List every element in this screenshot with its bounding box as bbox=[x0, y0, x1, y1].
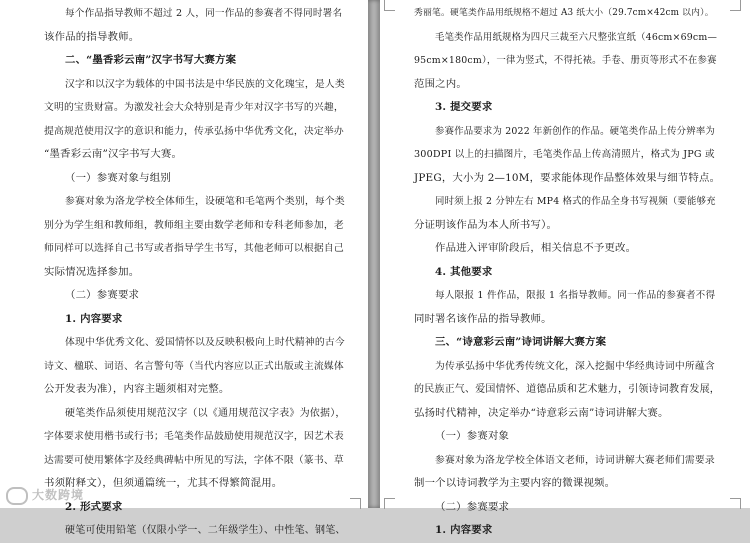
text-line: 分证明该作品为本人所书写）。 bbox=[414, 218, 558, 231]
watermark-logo-icon bbox=[6, 487, 28, 505]
corner-mark bbox=[350, 498, 361, 509]
corner-mark bbox=[730, 498, 741, 509]
text-line: 参赛对象为洛龙学校全体师生，设硬笔和毛笔两个类别，每个类 bbox=[65, 196, 345, 207]
text-line: 秀丽笔。硬笔类作品用纸规格不超过 A3 纸大小（29.7cm×42cm 以内）。 bbox=[414, 8, 714, 18]
corner-mark bbox=[384, 0, 395, 11]
text-line: （二）参赛要求 bbox=[435, 500, 510, 513]
text-line: 别分为学生组和教师组，教师组主要由数学老师和专科老师参加，老 bbox=[44, 219, 344, 231]
text-line: 范围之内。 bbox=[414, 77, 467, 90]
section-subheading: 1. 内容要求 bbox=[435, 524, 493, 536]
section-heading: 三、“诗意彩云南”诗词讲解大赛方案 bbox=[435, 336, 607, 348]
text-line: 书须附释文），但须通篇统一，尤其不得繁简混用。 bbox=[44, 477, 283, 489]
text-line: 该作品的指导教师。 bbox=[44, 30, 140, 43]
text-line: 参赛对象为洛龙学校全体语文老师，诗词讲解大赛老师们需要录 bbox=[435, 454, 715, 466]
text-line: 毛笔类作品用纸规格为四尺三裁至六尺整张宣纸（46cm×69cm— bbox=[435, 31, 718, 43]
text-line: 制一个以诗词教学为主要内容的微课视频。 bbox=[414, 477, 616, 489]
text-line: 95cm×180cm），一律为竖式，不得托裱。手卷、册页等形式不在参赛 bbox=[414, 55, 717, 66]
text-line: JPEG，大小为 2—10M，要求能体现作品整体效果与细节特点。 bbox=[414, 171, 721, 184]
text-line: （二）参赛要求 bbox=[65, 289, 140, 301]
text-line: 字体要求使用楷书或行书；毛笔类作品鼓励使用规范汉字，因艺术表 bbox=[44, 431, 344, 442]
text-line: “墨香彩云南”汉字书写大赛。 bbox=[44, 148, 183, 160]
text-line: 文明的宝贵财富。为激发社会大众特别是青少年对汉字书写的兴趣， bbox=[44, 102, 344, 113]
text-line: 公开发表为准），内容主题须相对完整。 bbox=[44, 383, 230, 395]
text-line: 参赛作品要求为 2022 年新创作的作品。硬笔类作品上传分辨率为 bbox=[435, 125, 715, 137]
text-line: 诗文、楹联、词语、名言警句等（当代内容应以正式出版或主流媒体 bbox=[44, 360, 344, 372]
text-line: 达需要可使用繁体字及经典碑帖中所见的写法，字体不限（篆书、草 bbox=[44, 454, 344, 466]
section-subheading: 2. 形式要求 bbox=[65, 500, 123, 513]
corner-mark bbox=[384, 498, 395, 509]
section-subheading: 1. 内容要求 bbox=[65, 312, 123, 325]
section-heading: 二、“墨香彩云南”汉字书写大赛方案 bbox=[65, 54, 237, 66]
page-gutter bbox=[368, 0, 380, 508]
text-line: 每个作品指导教师不超过 2 人，同一作品的参赛者不得同时署名 bbox=[65, 8, 343, 19]
text-line: 同时须上报 2 分钟左右 MP4 格式的作品全身书写视频（要能够充 bbox=[435, 196, 716, 207]
text-line: （一）参赛对象与组别 bbox=[65, 171, 171, 184]
text-line: 硬笔类作品须使用规范汉字（以《通用规范汉字表》为依据）， bbox=[65, 407, 346, 419]
text-line: 为传承弘扬中华优秀传统文化，深入挖掘中华经典诗词中所蕴含 bbox=[435, 360, 715, 372]
section-subheading: 4. 其他要求 bbox=[435, 265, 493, 278]
text-line: 汉字和以汉字为载体的中国书法是中华民族的文化瑰宝，是人类 bbox=[65, 78, 345, 90]
text-line: 弘扬时代精神，决定举办“诗意彩云南”诗词讲解大赛。 bbox=[414, 406, 669, 419]
text-line: 提高规范使用汉字的意识和能力，传承弘扬中华优秀文化，决定举办 bbox=[44, 125, 344, 137]
text-line: 同时署名该作品的指导教师。 bbox=[414, 312, 552, 325]
watermark-text: 大数跨境 bbox=[32, 488, 85, 502]
section-subheading: 3. 提交要求 bbox=[435, 101, 493, 113]
text-line: 实际情况选择参加。 bbox=[44, 265, 140, 278]
document-page-left bbox=[0, 0, 368, 536]
text-line: （一）参赛对象 bbox=[435, 430, 510, 442]
corner-mark bbox=[730, 0, 741, 11]
text-line: 作品进入评审阶段后，相关信息不予更改。 bbox=[435, 242, 637, 254]
text-line: 师同样可以选择自己书写或者指导学生书写，其他老师可以根据自己 bbox=[44, 243, 344, 254]
watermark bbox=[6, 486, 84, 505]
text-line: 硬笔可使用铅笔（仅限小学一、二年级学生）、中性笔、钢笔、 bbox=[65, 525, 346, 536]
text-line: 每人限报 1 件作品，限报 1 名指导教师。同一作品的参赛者不得 bbox=[435, 290, 716, 301]
text-line: 300DPI 以上的扫描图片，毛笔类作品上传高清照片，格式为 JPG 或 bbox=[414, 149, 715, 160]
text-line: 的民族正气、爱国情怀、道德品质和艺术魅力，引领诗词教育发展， bbox=[414, 384, 720, 395]
document-page-right bbox=[380, 0, 750, 536]
text-line: 体现中华优秀文化、爱国情怀以及反映积极向上时代精神的古今 bbox=[65, 337, 345, 348]
